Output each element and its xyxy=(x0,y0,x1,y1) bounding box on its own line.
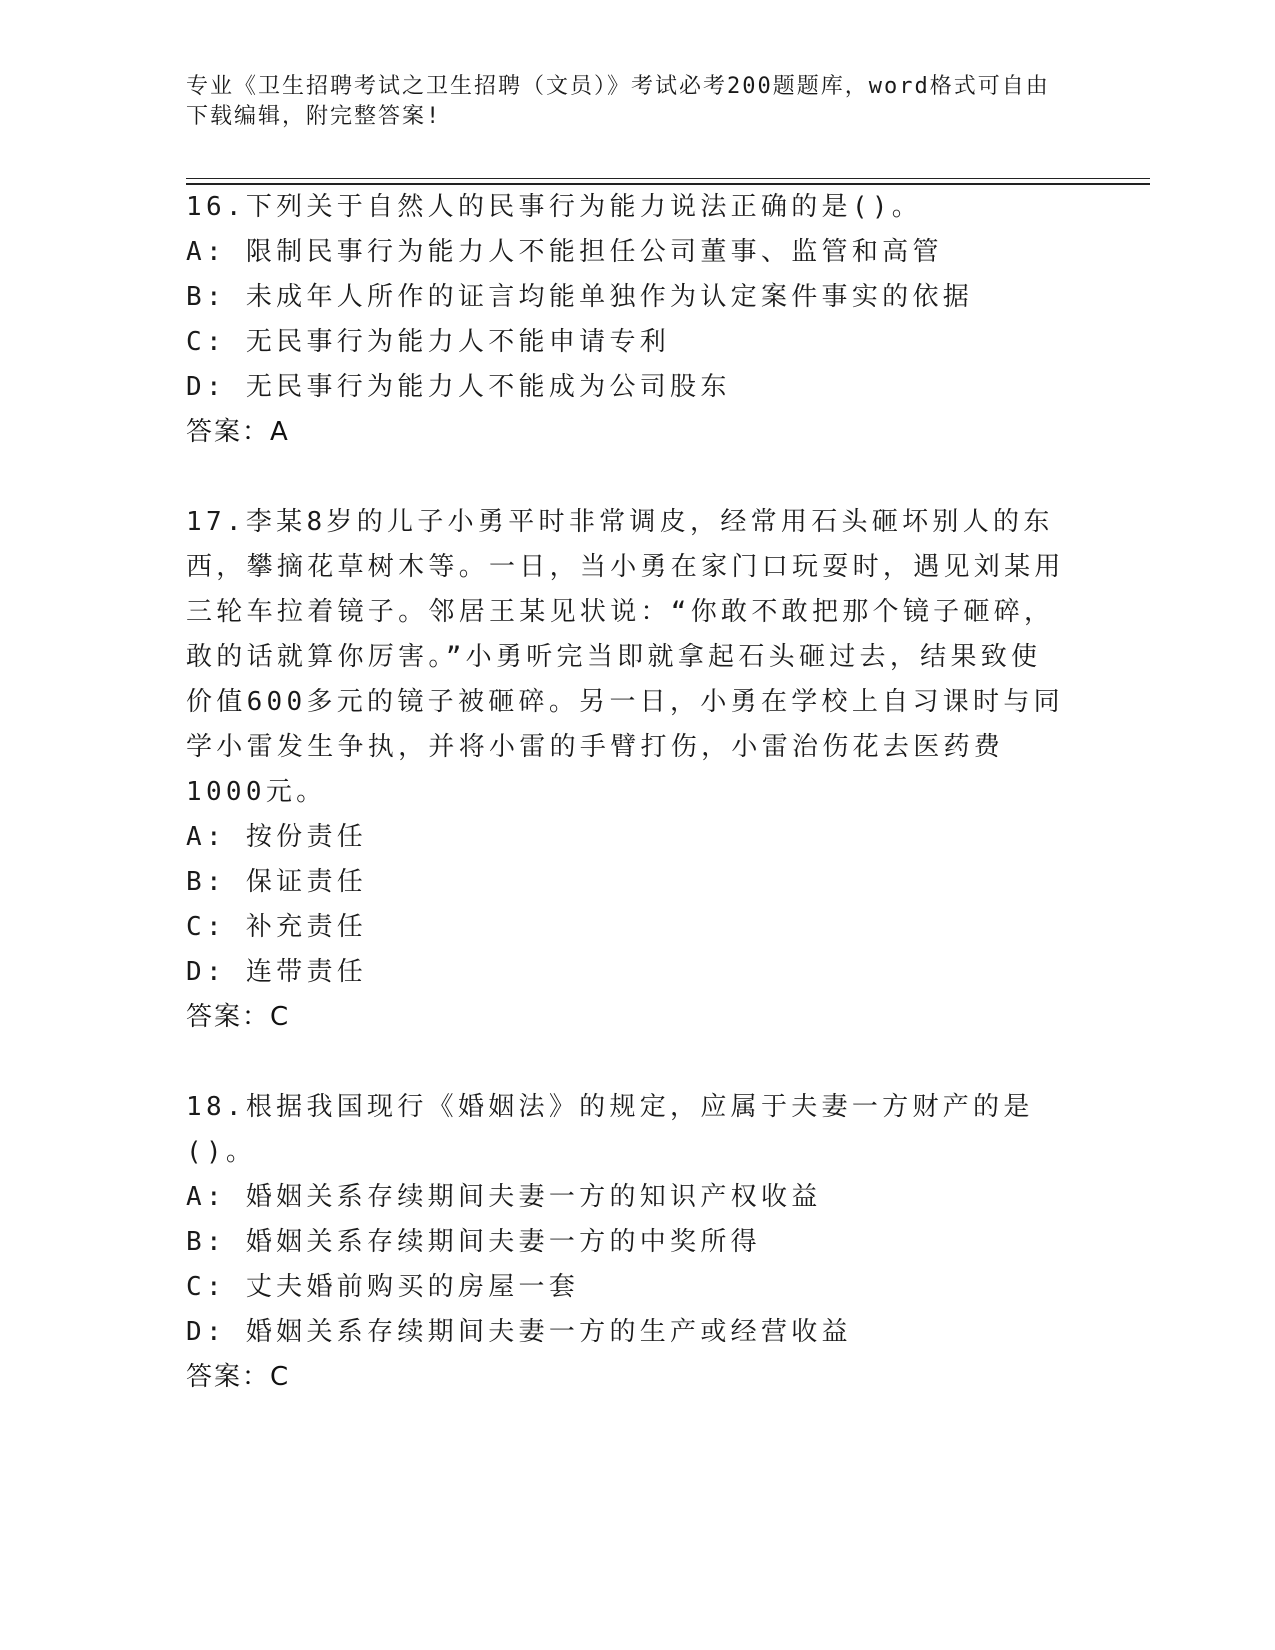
option-c: C: 无民事行为能力人不能申请专利 xyxy=(186,327,671,357)
option-c: C: 补充责任 xyxy=(186,912,368,942)
option-c: C: 丈夫婚前购买的房屋一套 xyxy=(186,1272,580,1302)
question-17 xyxy=(186,500,1066,1040)
answer-line: 答案：C xyxy=(186,1362,291,1392)
option-b: B: 保证责任 xyxy=(186,867,368,897)
option-a: A: 限制民事行为能力人不能担任公司董事、监管和高管 xyxy=(186,237,943,267)
option-a: A: 按份责任 xyxy=(186,822,368,852)
option-b: B: 未成年人所作的证言均能单独作为认定案件事实的依据 xyxy=(186,282,974,312)
option-a: A: 婚姻关系存续期间夫妻一方的知识产权收益 xyxy=(186,1182,822,1212)
questions-list xyxy=(186,185,1066,1445)
question-18 xyxy=(186,1085,1066,1400)
option-d: D: 无民事行为能力人不能成为公司股东 xyxy=(186,372,731,402)
option-d: D: 连带责任 xyxy=(186,957,368,987)
option-b: B: 婚姻关系存续期间夫妻一方的中奖所得 xyxy=(186,1227,761,1257)
question-16 xyxy=(186,185,1066,455)
question-stem: 16.下列关于自然人的民事行为能力说法正确的是()。 xyxy=(186,192,923,222)
answer-line: 答案：A xyxy=(186,417,290,447)
header-divider-thin xyxy=(186,178,1150,179)
option-d: D: 婚姻关系存续期间夫妻一方的生产或经营收益 xyxy=(186,1317,852,1347)
question-stem: 18.根据我国现行《婚姻法》的规定，应属于夫妻一方财产的是()。 xyxy=(186,1092,1034,1167)
question-stem: 17.李某8岁的儿子小勇平时非常调皮，经常用石头砸坏别人的东西，攀摘花草树木等。一日，当小勇在家门口玩耍时，遇见刘某用三轮车拉着镜子。邻居王某见状说：“你敢不敢把那个镜子砸碎，敢的话就算你厉害。”小勇听完当即就拿起石头砸过去，结果致使价值600多元的镜子被砸碎。另一日，小勇在学校上自习课时与同学小雷发生争执，并将小雷的手臂打伤，小雷治伤花去医药费1000元。 xyxy=(186,507,1065,807)
answer-line: 答案：C xyxy=(186,1002,291,1032)
document-header: 专业《卫生招聘考试之卫生招聘（文员）》考试必考200题题库，word格式可自由下载编辑，附完整答案! xyxy=(186,74,1050,129)
